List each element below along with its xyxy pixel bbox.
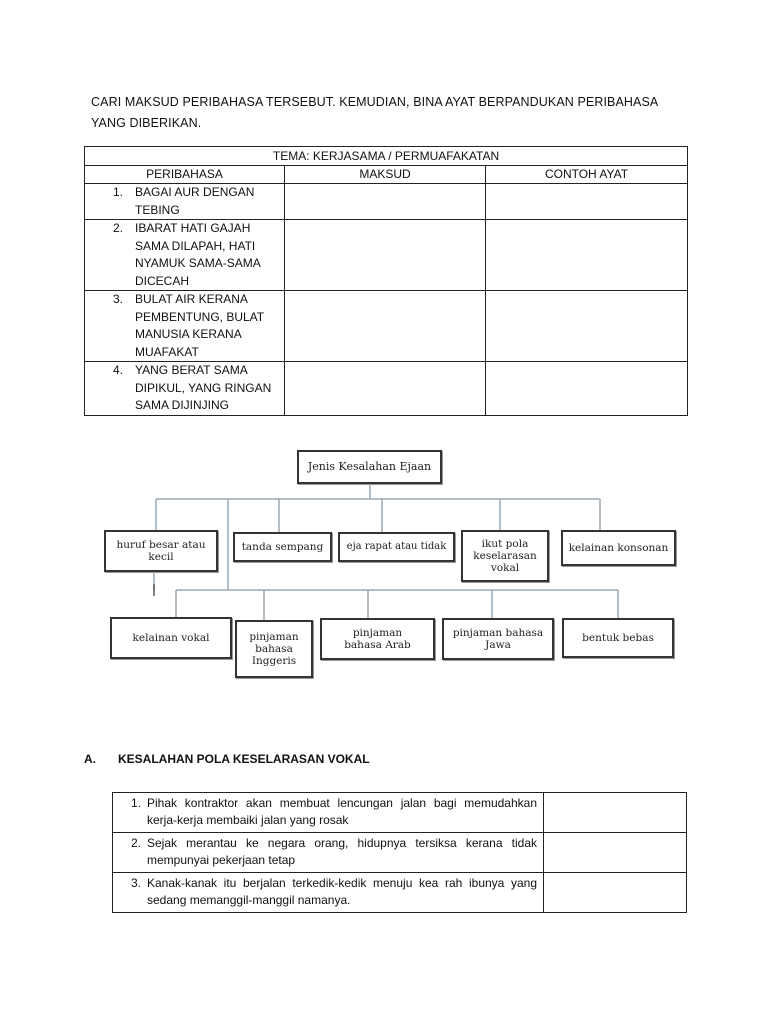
maksud-cell[interactable] <box>285 362 486 416</box>
diagram-node: huruf besar atau kecil <box>104 530 218 572</box>
table-row <box>113 793 687 833</box>
header-maksud: MAKSUD <box>285 166 486 184</box>
proverb-text: YANG BERAT SAMA DIPIKUL, YANG RINGAN SAMA DIJINJING <box>135 363 272 412</box>
answer-cell[interactable] <box>544 873 687 913</box>
diagram-node: kelainan vokal <box>110 617 232 659</box>
diagram-node: kelainan konsonan <box>561 530 676 566</box>
item-number: 1. <box>130 796 141 810</box>
item-number: 2. <box>130 836 141 850</box>
table-theme: TEMA: KERJASAMA / PERMUAFAKATAN <box>85 147 688 166</box>
maksud-cell[interactable] <box>285 291 486 362</box>
diagram-node: ikut pola keselarasan vokal <box>461 530 549 582</box>
header-peribahasa: PERIBAHASA <box>85 166 285 184</box>
table-row <box>85 184 688 220</box>
proverb-text: BAGAI AUR DENGAN TEBING <box>135 185 255 217</box>
section-label: A. <box>84 752 96 766</box>
table-row <box>113 873 687 913</box>
section-a-heading <box>84 752 370 766</box>
row-number: 4. <box>113 363 124 377</box>
diagram-node: pinjaman bahasa Arab <box>320 618 435 660</box>
contoh-ayat-cell[interactable] <box>486 291 688 362</box>
proverb-text: IBARAT HATI GAJAH SAMA DILAPAH, HATI NYAMUK SAMA-SAMA DICECAH <box>135 221 261 288</box>
answer-cell[interactable] <box>544 793 687 833</box>
diagram-node: bentuk bebas <box>562 618 674 658</box>
diagram-node: eja rapat atau tidak <box>338 532 455 562</box>
row-number: 1. <box>113 185 124 199</box>
sentence-text: Pihak kontraktor akan membuat lencungan jalan bagi memudahkan kerja-kerja membaiki jalan yang rosak <box>147 796 537 827</box>
row-number: 3. <box>113 292 124 306</box>
vowel-harmony-table <box>112 792 687 913</box>
table-row <box>85 291 688 362</box>
row-number: 2. <box>113 221 124 235</box>
diagram-node: pinjaman bahasa Inggeris <box>235 620 313 678</box>
contoh-ayat-cell[interactable] <box>486 362 688 416</box>
section-title: KESALAHAN POLA KESELARASAN VOKAL <box>118 752 370 766</box>
table-row <box>113 833 687 873</box>
maksud-cell[interactable] <box>285 184 486 220</box>
diagram-node: pinjaman bahasa Jawa <box>442 618 554 660</box>
instruction-text: CARI MAKSUD PERIBAHASA TERSEBUT. KEMUDIAN, BINA AYAT BERPANDUKAN PERIBAHASA YANG DIBERIKAN. <box>91 95 658 130</box>
maksud-cell[interactable] <box>285 220 486 291</box>
proverb-table <box>84 146 688 416</box>
contoh-ayat-cell[interactable] <box>486 184 688 220</box>
diagram-node: tanda sempang <box>233 532 332 562</box>
item-number: 3. <box>130 876 141 890</box>
table-row <box>85 362 688 416</box>
proverb-text: BULAT AIR KERANA PEMBENTUNG, BULAT MANUSIA KERANA MUAFAKAT <box>135 292 264 359</box>
header-contoh-ayat: CONTOH AYAT <box>486 166 688 184</box>
sentence-text: Sejak merantau ke negara orang, hidupnya tersiksa kerana tidak mempunyai pekerjaan tetap <box>147 836 537 867</box>
answer-cell[interactable] <box>544 833 687 873</box>
contoh-ayat-cell[interactable] <box>486 220 688 291</box>
table-row <box>85 220 688 291</box>
diagram-root: Jenis Kesalahan Ejaan <box>297 450 442 484</box>
sentence-text: Kanak-kanak itu berjalan terkedik-kedik menuju kea rah ibunya yang sedang memanggil-manggil namanya. <box>147 876 537 907</box>
